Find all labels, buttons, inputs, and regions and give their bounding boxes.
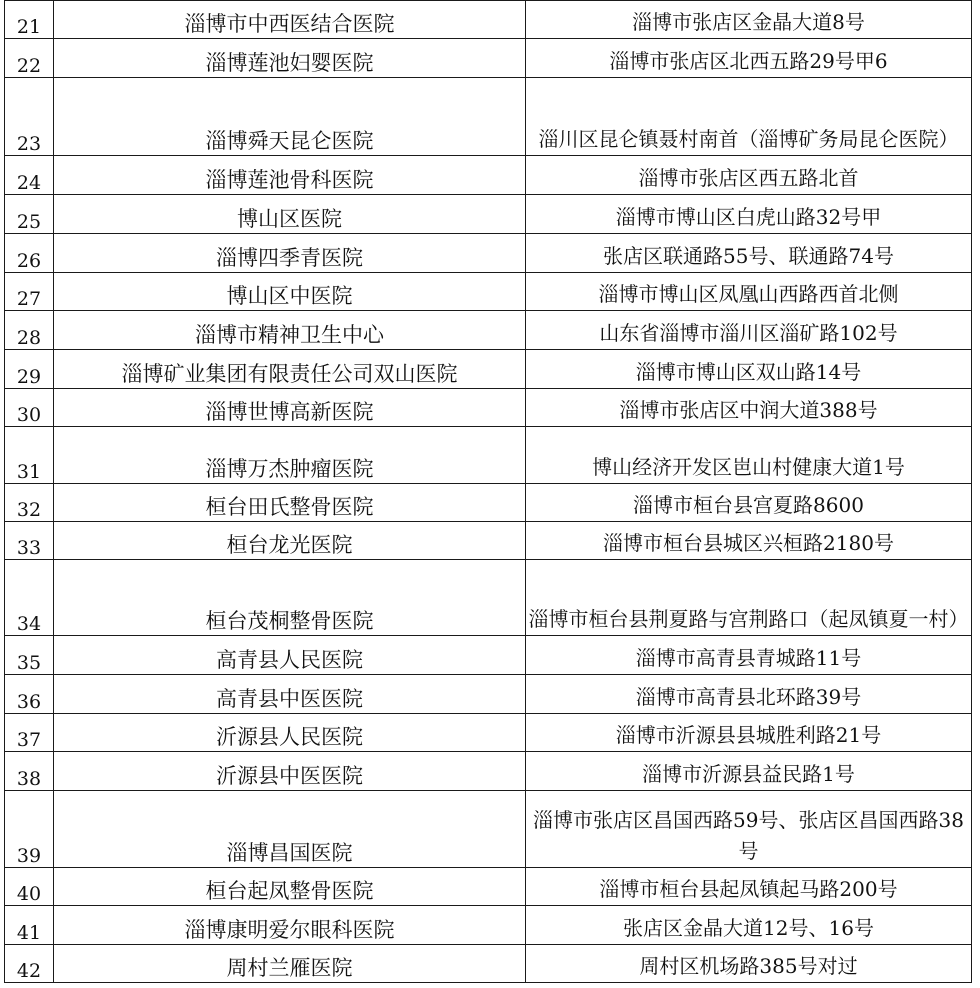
row-number-cell: 34 [5,560,54,636]
hospital-name-cell: 桓台龙光医院 [54,522,526,560]
hospital-address-cell: 博山经济开发区岜山村健康大道1号 [526,427,972,484]
table-row [5,636,972,675]
table-row [5,311,972,350]
table-row [5,234,972,273]
row-number-cell: 40 [5,868,54,906]
hospital-address-cell: 淄博市沂源县县城胜利路21号 [526,714,972,752]
hospital-address-cell: 淄博市桓台县宫夏路8600 [526,484,972,522]
hospital-name-cell: 淄博市中西医结合医院 [54,1,526,39]
table-row [5,560,972,636]
hospital-name-cell: 周村兰雁医院 [54,945,526,983]
hospital-address-cell: 山东省淄博市淄川区淄矿路102号 [526,311,972,350]
table-row [5,484,972,522]
hospital-address-cell: 淄博市桓台县城区兴桓路2180号 [526,522,972,560]
table-row [5,39,972,78]
row-number-cell: 26 [5,234,54,273]
row-number-cell: 27 [5,273,54,311]
row-number-cell: 41 [5,906,54,945]
hospital-name-cell: 淄博昌国医院 [54,791,526,868]
row-number-cell: 35 [5,636,54,675]
hospital-name-cell: 博山区中医院 [54,273,526,311]
table-row [5,156,972,195]
hospital-address-cell: 张店区金晶大道12号、16号 [526,906,972,945]
hospital-name-cell: 淄博矿业集团有限责任公司双山医院 [54,350,526,389]
hospital-name-cell: 沂源县人民医院 [54,714,526,752]
hospital-name-cell: 淄博康明爱尔眼科医院 [54,906,526,945]
hospital-name-cell: 沂源县中医医院 [54,752,526,791]
table-row [5,195,972,234]
hospital-name-cell: 高青县中医医院 [54,675,526,714]
row-number-cell: 42 [5,945,54,983]
row-number-cell: 28 [5,311,54,350]
table-row [5,350,972,389]
row-number-cell: 29 [5,350,54,389]
row-number-cell: 23 [5,78,54,156]
hospital-name-cell: 高青县人民医院 [54,636,526,675]
hospital-address-cell: 淄博市博山区双山路14号 [526,350,972,389]
row-number-cell: 33 [5,522,54,560]
row-number-cell: 25 [5,195,54,234]
hospital-name-cell: 淄博莲池妇婴医院 [54,39,526,78]
hospital-address-cell: 淄川区昆仑镇聂村南首（淄博矿务局昆仑医院） [526,78,972,156]
table-row [5,945,972,983]
hospital-address-cell: 淄博市张店区北西五路29号甲6 [526,39,972,78]
hospital-address-table [4,0,972,983]
hospital-name-cell: 桓台起凤整骨医院 [54,868,526,906]
hospital-name-cell: 桓台茂桐整骨医院 [54,560,526,636]
hospital-address-cell: 淄博市博山区白虎山路32号甲 [526,195,972,234]
table-row [5,389,972,427]
hospital-name-cell: 淄博世博高新医院 [54,389,526,427]
row-number-cell: 32 [5,484,54,522]
hospital-name-cell: 桓台田氏整骨医院 [54,484,526,522]
hospital-address-cell: 淄博市沂源县益民路1号 [526,752,972,791]
hospital-address-cell: 淄博市高青县北环路39号 [526,675,972,714]
hospital-address-cell: 淄博市张店区昌国西路59号、张店区昌国西路38号 [526,791,972,868]
hospital-address-cell: 周村区机场路385号对过 [526,945,972,983]
row-number-cell: 31 [5,427,54,484]
row-number-cell: 30 [5,389,54,427]
hospital-address-cell: 淄博市博山区凤凰山西路西首北侧 [526,273,972,311]
table-row [5,868,972,906]
hospital-address-cell: 淄博市张店区中润大道388号 [526,389,972,427]
row-number-cell: 24 [5,156,54,195]
table-row [5,273,972,311]
hospital-address-cell: 淄博市桓台县荆夏路与宫荆路口（起凤镇夏一村） [526,560,972,636]
table-row [5,906,972,945]
table-row [5,791,972,868]
row-number-cell: 36 [5,675,54,714]
hospital-address-cell: 淄博市张店区金晶大道8号 [526,1,972,39]
hospital-address-cell: 淄博市高青县青城路11号 [526,636,972,675]
hospital-name-cell: 淄博舜天昆仑医院 [54,78,526,156]
hospital-address-cell: 淄博市张店区西五路北首 [526,156,972,195]
table-row [5,714,972,752]
hospital-name-cell: 淄博莲池骨科医院 [54,156,526,195]
hospital-name-cell: 淄博万杰肿瘤医院 [54,427,526,484]
table-row [5,1,972,39]
hospital-address-cell: 张店区联通路55号、联通路74号 [526,234,972,273]
table-row [5,427,972,484]
table-row [5,522,972,560]
row-number-cell: 38 [5,752,54,791]
row-number-cell: 37 [5,714,54,752]
hospital-name-cell: 淄博四季青医院 [54,234,526,273]
table-row [5,752,972,791]
hospital-name-cell: 博山区医院 [54,195,526,234]
row-number-cell: 39 [5,791,54,868]
row-number-cell: 21 [5,1,54,39]
table-body [5,1,972,983]
row-number-cell: 22 [5,39,54,78]
table-row [5,675,972,714]
hospital-name-cell: 淄博市精神卫生中心 [54,311,526,350]
hospital-address-cell: 淄博市桓台县起凤镇起马路200号 [526,868,972,906]
table-row [5,78,972,156]
